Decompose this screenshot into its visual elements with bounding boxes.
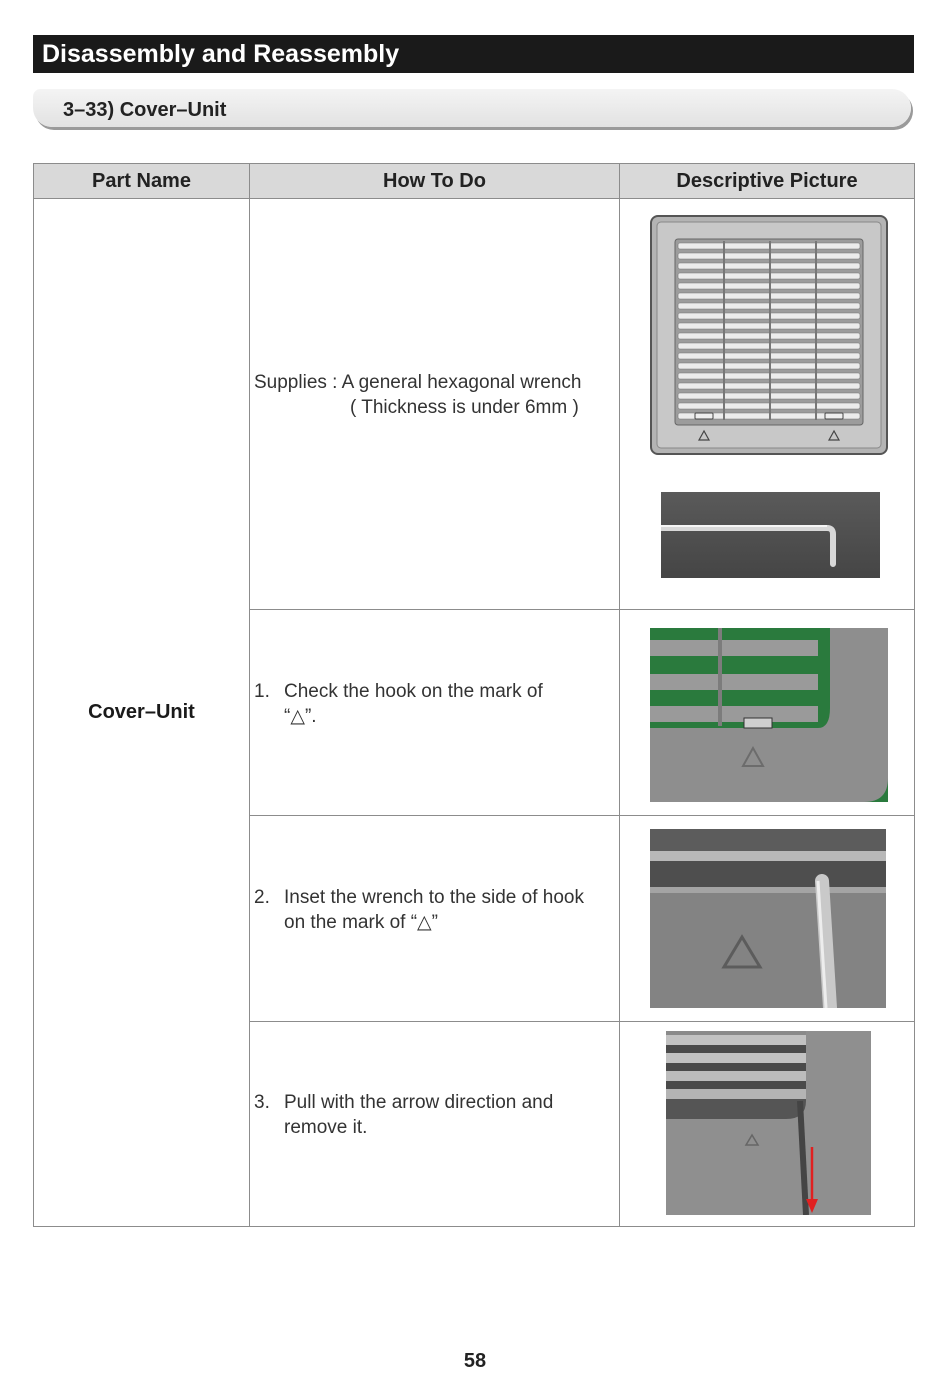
pull-cover-photo (666, 1031, 871, 1215)
wrench-insert-photo (650, 829, 886, 1008)
step-text: Inset the wrench to the side of hook (284, 886, 584, 908)
step-1 (250, 679, 619, 729)
step-cell (250, 610, 620, 816)
step-2 (250, 885, 619, 935)
step-number: 3. (254, 1092, 270, 1113)
column-header-descriptive-picture: Descriptive Picture (620, 164, 915, 199)
picture-cell (620, 199, 915, 610)
hex-wrench-photo (661, 492, 880, 578)
part-name-cell (34, 199, 250, 1227)
supplies-thickness-line: ( Thickness is under 6mm ) (350, 397, 579, 418)
column-header-part-name: Part Name (34, 164, 250, 199)
picture-cell (620, 1022, 915, 1227)
picture-cell (620, 816, 915, 1022)
supplies-line: Supplies : A general hexagonal wrench (254, 372, 582, 393)
column-header-how-to-do: How To Do (250, 164, 620, 199)
supplies-cell (250, 199, 620, 610)
cover-unit-illustration (650, 215, 890, 462)
step-3 (250, 1090, 619, 1140)
step-number: 2. (254, 886, 270, 908)
step-text-continued: “△”. (284, 705, 317, 727)
part-name: Cover–Unit (88, 701, 195, 723)
step-text-continued: on the mark of “△” (284, 911, 438, 933)
step-text: Check the hook on the mark of (284, 680, 543, 702)
table-header-row (34, 164, 915, 199)
page-number: 58 (463, 1350, 487, 1372)
step-text: Pull with the arrow direction and (284, 1092, 554, 1113)
step-text-continued: remove it. (284, 1117, 368, 1138)
picture-cell (620, 610, 915, 816)
step-cell (250, 816, 620, 1022)
page-title: Disassembly and Reassembly (33, 35, 914, 73)
section-heading: 3–33) Cover–Unit (33, 89, 911, 127)
supplies-text (250, 370, 619, 420)
step-number: 1. (254, 680, 270, 702)
table-row (34, 199, 915, 610)
disassembly-table (33, 163, 915, 1227)
hook-mark-photo (650, 628, 888, 802)
step-cell (250, 1022, 620, 1227)
